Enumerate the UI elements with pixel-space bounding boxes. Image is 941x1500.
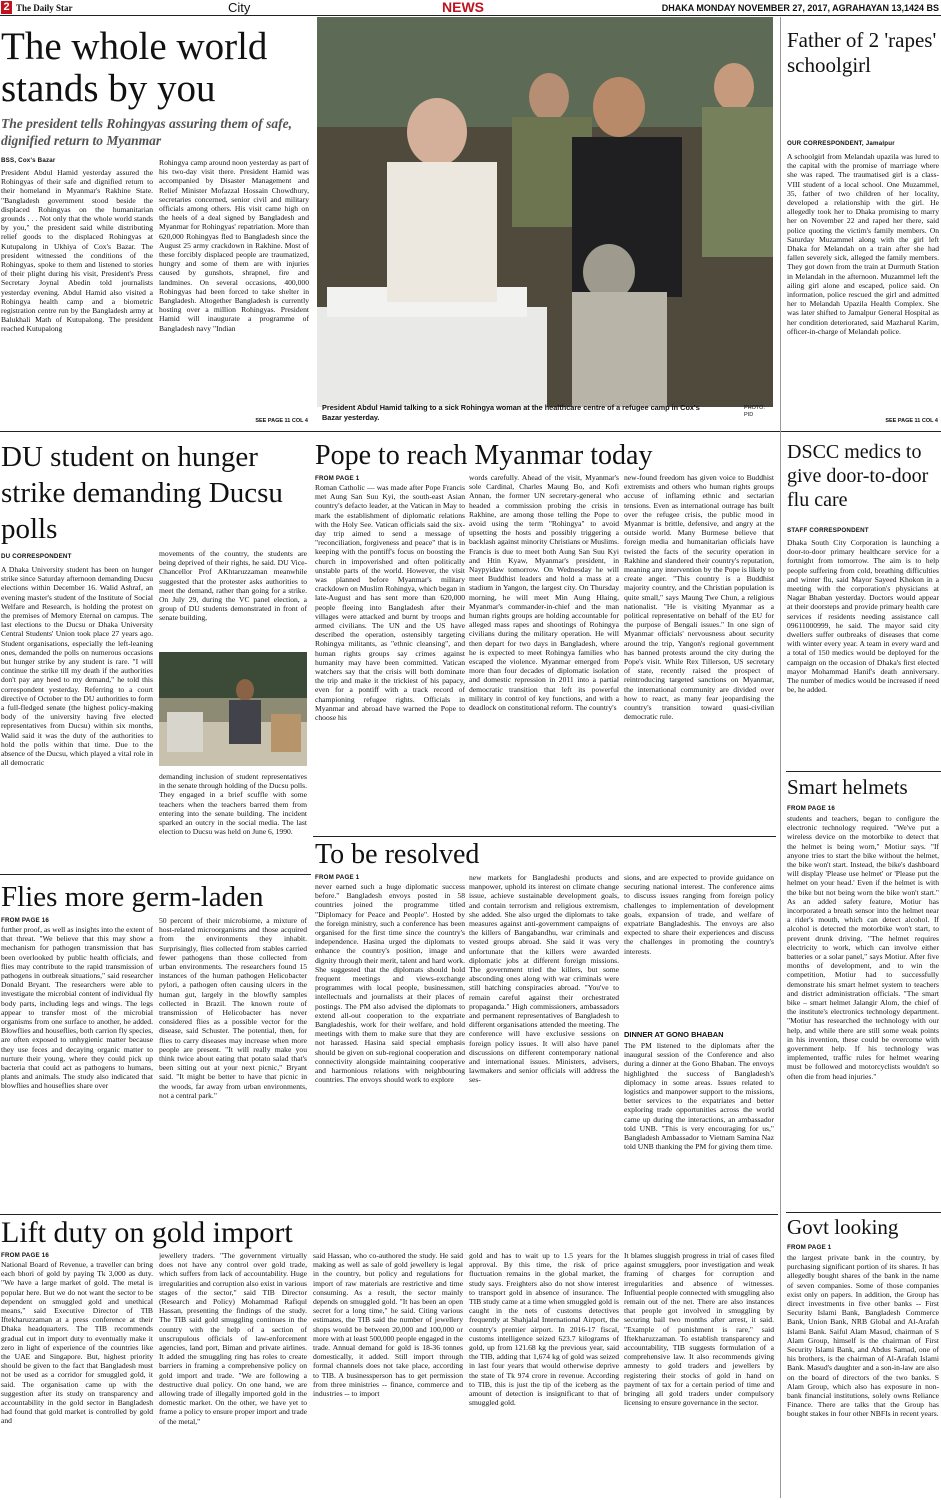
a1-col2: Rohingya camp around noon yesterday as part of his two-day visit there. President Hamid was accompanied by Disaster Management and Relief Minister Mofazzal Hossain Chowdhury, secretaries concerned, senior civil and military officials among others. His visit came high on the heels of a deal signed by Bangladesh and Myanmar for Rohingyas' repatriation. More than 620,000 Rohingyas fled to Bangladesh since the August 25 army crackdown in Rakhine. Most of these forcibly displaced people are traumatized, hungry and some of them are with injuries caused by gunshots, shrapnel, fire and landmines. On several occasions, 400,000 Rohingyas had been forced to take shelter in Bangladesh. Altogether Bangladesh is currently hosting over a million Rohingyas. President Hamid will inaugurate a programme of Bangladesh navy "Indian — [159, 158, 309, 333]
a4-col2: words carefully. Ahead of the visit, Myanmar's sole Cardinal, Charles Maung Bo, and Kofi Annan, the former UN secretary-general who headed a commission probing the crisis in Rakhine, are among those telling the Pope to avoid using the term "Rohingya" to avoid upsetting the hosts and possibly triggering a backlash against minority Christians or Muslims. Francis is due to meet both Aung San Suu Kyi and Htin Kyaw, Myanmar's president, in Naypyidaw tomorrow. On Wednesday he will meet Buddhist leaders and hold a mass at a stadium in Yangon, the largest city. On Thursday morning, he will meet Min Aung Hlaing, Myanmar's commander-in-chief and the man human rights groups are holding accountable for alleged mass rapes and shootings of Rohingya civilians during the military operation. He will then depart for two days in Bangladesh, where he is expected to meet Rohingya families who escaped the violence. Myanmar emerged from more than four decades of diplomatic isolation and domestic repression in 2011 into a partial democratic transition that left its powerful military in control of key functions, and with a deadlock on constitutional reform. The country's — [469, 473, 619, 713]
a2-body: A schoolgirl from Melandah upazila was lured to the capital with the promise of marriage where she was raped. The traumatised girl is a class-VIII student of a local school. One Muzammel, 35, father of two children of her locality, developed a relationship with the girl. He allegedly took her to Dhaka promising to marry her on November 22 and raped her there, said police quoting the victim's family members. On Saturday Muzammel along with the girl left Dhaka for Melandah on a train after she had fallen severely sick, alleged the family members. They got down from the train at Durmuth Station in Melandah in the afternoon. Muzammel left the ailing girl alone and escaped, police said. On information, police rescued the girl and admitted her to Melandah Upazila Health Complex. She was later shifted to Jamalpur General Hospital as her condition deteriorated, said Mazharul Karim, officer-in-charge of Melandah police. — [787, 152, 939, 336]
a8-col2: 50 percent of their microbiome, a mixture of host-related microorganisms and those acquired from the environments they inhabit. Surprisingly, flies collected from stables carried fewer pathogens than those collected from urban environments. The researchers found 15 instances of the human pathogen Helicobacter pylori, a pathogen often causing ulcers in the human gut, largely in the blowfly samples collected in Brazil. The known route of transmission of Helicobacter has never considered flies as a possible vector for the disease, said Schuster. The potential, then, for flies to carry diseases may increase when more people are present. "It will really make you think twice about eating that potato salad that's been sitting out at your next picnic," Bryant said. "It might be better to have that picnic in the woods, far away from urban environments, not a central park." — [159, 916, 307, 1100]
photo-credit: PHOTO: PID — [744, 405, 765, 418]
a2-byline: OUR CORRESPONDENT, Jamalpur — [787, 140, 895, 147]
news-label: NEWS — [442, 0, 484, 15]
a10-body: the largest private bank in the country, by purchasing significant portion of its shares. It has allegedly bought shares of the bank in the name of seven companies. Some of those companies exist only on papers. In addition, the Group has direct investments in five other banks -- First Security Islami Bank, Bangladesh Commerce Bank, Union Bank, NRB Global and Al-Arafah Islami Bank. Saiful Alam Masud, chairman of S Alam Group, himself is the chairman of First Security Islami Bank, and Abdus Samad, one of his brothers, is the chairman of Al-Arafah Islami Bank. Masud's daughter and a son-in-law are also on the board of directors of the two banks. S Alam Group, which also has exposure in non-bank financial institutions, solely owns Reliance Finance. There are talks that the Group has bought stakes in four other NBFIs in recent years. — [787, 1253, 939, 1419]
a7-subhead: DINNER AT GONO BHABAN — [624, 1030, 724, 1039]
a9-col2: jewellery traders. "The government virtually does not have any control over gold trade, which suffers from lack of accountability. Huge irregularities and corruption also exist in various stages of the sector," said TIB Director (Research and Policy) Mohammad Rafiqul Hassan, presenting the findings of the study. The TIB said gold smuggling continues in the country with the help of a section of unscrupulous officials of law-enforcement agencies, land port, Biman and private airlines. It added the smuggling ring has roles to create barriers in framing a comprehensive policy on gold import and trade. "We are following a destructive dual policy. On one hand, we are allowing trade of illegally imported gold in the domestic market. On the other, we have yet to frame a policy to ensure proper import and trade of the metal," — [159, 1251, 307, 1426]
divider — [0, 431, 941, 432]
a7-col3a: sions, and are expected to provide guidance on securing national interest. The conference aims to discuss issues ranging from foreign policy challenges to implementation of development goals, expansion of trade, and welfare of expatriate Bangladeshis. The envoys are also expected to share their experiences and discuss the challenges in promoting the country's interests. — [624, 873, 774, 956]
page-number: 2 — [1, 1, 12, 14]
a5-body: Dhaka South City Corporation is launching a door-to-door primary healthcare service for a fortnight from tomorrow. The aim is to help people suffering from cold, breathing difficulties and winter flu, said Mayor Sayeed Khokon in a meeting with the corporation's physicians at Nagar Bhaban yesterday. Doctors would appear at their doorsteps and provide primary health care services if residents needing assistance call 09611000999, he said. The mayor said city dwellers suffer outbreaks of diseases that come with winter every year. A team in every ward and a total of 150 medics would be deployed for the campaign on the occasion of Dhaka's first elected mayor Mohammad Hanif's death anniversary. The number of medics would be increased if need be, he added. — [787, 538, 939, 695]
edition-date: DHAKA MONDAY NOVEMBER 27, 2017, AGRAHAYAN 13,1424 BS — [661, 3, 939, 13]
a4-col3: new-found freedom has given voice to Buddhist extremists and others who human rights groups accuse of inflaming ethnic and sectarian tensions. Even as international outrage has built over the refugee crisis, the public mood in Myanmar is brittle, defensive, and angry at the outside world. Many Burmese believe that foreign media and humanitarian officials have twisted the facts of the security operation in Rakhine and slandered their country's reputation, meaning any intervention by the Pope is likely to create anger. "This country is a Buddhist majority country, and the Christian population is quite small," says Maung Twe Chun, a religious nationalist. "He is visiting Myanmar as a political representative on behalf of the EU for the purpose of Bengali issues." In one sign of Myanmar officials' nervousness about security around the trip, Yangon's regional government has banned protests around the city during the Pope's visit. While Rex Tillerson, US secretary of state, recently raised the prospect of reintroducing targeted sanctions on Myanmar, the international community are divided over how to react, as many fear jeopardising the country's transition toward quasi-civilian democratic rule. — [624, 473, 774, 722]
a3-headline: DU student on hunger strike demanding Ducsu polls — [1, 441, 283, 545]
a6-headline: Smart helmets — [787, 775, 908, 799]
photo-image — [317, 17, 773, 427]
a2-headline: Father of 2 'rapes' schoolgirl — [787, 28, 937, 77]
a1-headline: The whole world stands by you — [1, 26, 268, 110]
a9-col1: National Board of Revenue, a traveller can bring each bhori of gold by paying Tk 3,000 as duty. "We have a large market of gold. The metal is popular here. But we do not want the sector to be dependent on smuggled gold and unethical means," said Executive Director of TIB Iftekharuzzaman at a press conference at their Dhaka headquarters. The TIB recommends gradual cut in import duty to eventually make it zero in light of experience of the countries like the UAE and Singapore. But, highest priority should be given to the fact that Bangladesh must not be used as a corridor for smuggled gold, it said. The organisation came up with the suggestion after its study on transparency and accountability in the gold sector in Bangladesh had found that gold market is controlled by gold and — [1, 1260, 153, 1426]
a7-col2: new markets for Bangladeshi products and manpower, uphold its interest on climate change issue, achieve sustainable development goals, and contain terrorism and religious extremism, she added. She also urged the diplomats to take measures against anti-government campaigns of the killers of Bangabandhu, war criminals and vested groups abroad. She said it was very unfortunate that the killers were awarded diplomatic jobs at different foreign missions. The government tried the killers, but some absconding ones along with war criminals were still hatching conspiracies abroad. "You've to remain careful against their orchestrated propaganda." High commissioners, ambassadors and permanent representatives of Bangladesh to different organisations attended the meeting. The conference will have exclusive sessions on foreign policy issues. It will also have panel discussions on different contemporary national and international issues. Ministers, advisers, lawmakers and senior officials will address the ses- — [469, 873, 619, 1085]
a9-from: FROM PAGE 16 — [1, 1252, 50, 1259]
a6-from: FROM PAGE 16 — [787, 805, 836, 812]
a10-headline: Govt looking — [787, 1215, 899, 1239]
column-rule — [780, 17, 781, 1498]
divider — [313, 836, 776, 837]
a7-headline: To be resolved — [315, 839, 480, 870]
paper-name: The Daily Star — [16, 3, 73, 13]
a3-col1: A Dhaka University student has been on hunger strike since Saturday afternoon demanding Ducsu elections within December 16. Walid Ashraf, an evening master's student of the Institute of Social Welfare and Research, is holding the protest on the premises of Memory Eternal on campus. The last elections to the Ducsu or Dhaka University Central Students' Union took place 27 years ago. Student organisations, especially the left-leaning ones, demanded the polls on numerous occasions but hunger strike by any student is rare. "I will continue the strike till my death if the authorities don't pay any heed to my demand," he told this correspondent yesterday. Referring to a court directive of October to the DU authorities to form a full-fledged senate (the highest policy-making body of the university having five elected representatives from Ducsu) within six months, Walid said it was the duty of the authorities to hold the polls within that time. Due to the absence of the Ducsu, which played a vital role in all democratic — [1, 565, 153, 768]
a1-subhead: The president tells Rohingyas assuring them of safe, dignified return to Myanmar — [1, 116, 293, 148]
a7-from: FROM PAGE 1 — [315, 874, 360, 881]
a5-headline: DSCC medics to give door-to-door flu care — [787, 441, 929, 511]
a8-col1: further proof, as well as insights into the extent of that threat. "We believe that this may show a mechanism for pathogen transmission that has been overlooked by public health officials, and flies may contribute to the rapid transmission of pathogens in outbreak situations," said researcher Donald Bryant. The researchers were able to investigate the microbial content of individual fly body parts, including legs and wings. The legs appear to transfer most of the microbial organisms from one surface to another, he added. Blowflies and houseflies, both carrion fly species, are often exposed to unhygienic matter because they use feces and decaying organic matter to nurture their young, where they could pick up bacteria that could act as pathogens to humans, plants and animals. The study also indicated that blowflies and houseflies share over — [1, 925, 153, 1091]
divider — [0, 1214, 778, 1215]
a5-byline: STAFF CORRESPONDENT — [787, 527, 869, 534]
a6-body: students and teachers, began to configure the electronic technology required. "We've put a wireless device on the motorbike to detect that the helmet is being worn," Motiur says. "If anyone tries to start the bike without the helmet, the bike won't start. Instead, the bike's dashboard will display 'Please use helmet' or 'Please put the helmet on your head.' Even if the helmet is with the bike but not being worn the bike won't start." As an added safety feature, Motiur has incorporated a breath sensor into the helmet near a rider's mouth, which can detect alcohol. If alcohol is detected the motorbike won't start, to prevent drunk driving. "The helmet requires electricity to work, which can involve either batteries or a solar panel," says Motiur. After five months of development, and to win the competition, Motiur had to successfully demonstrate his smart helmet system to teachers and district administration officials. "The smart bike – smart helmet Jalangir Alom, the chief of the institute's electronics technology department. "Motiur has researched the technology with our help, and while there are still some weak points in his invention, these could be overcome with government help. If his technology was implemented, traffic rules for helmet wearing must be followed and motorcyclists wouldn't so often die from head injuries." — [787, 814, 939, 1081]
a3-col2a: movements of the country, the students are being deprived of their rights, he said. DU Vice-Chancellor Prof AKhtaruzzaman meanwhile suggested that the protester asks authorities to meet the demand, rather than going for a strike. On July 29, during the VC panel election, a group of DU students demonstrated in front of senate building, — [159, 549, 307, 623]
a9-col3: said Hassan, who co-authored the study. He said making as well as sale of gold jewellery is legal in the country, but policy and regulations for import of raw materials are restrictive and time consuming. As a result, the sector mainly depends on smuggled gold. "It has been an open secret for a long time," he said. Citing various estimates, the TIB said the number of jewellery shops would be between 20,000 and 100,000 or more with at least 500,000 people engaged in the trade. Annual demand for gold is 18-36 tonnes domestically, it added. Still import through formal channels does not take place, according to TIB. A businessperson has to get permission from three ministries -- finance, commerce and industries -- to import — [313, 1251, 463, 1399]
a8-headline: Flies more germ-laden — [1, 881, 264, 913]
a8-from: FROM PAGE 16 — [1, 917, 50, 924]
hunger-strike-image — [159, 652, 307, 766]
divider — [786, 771, 941, 772]
a9-col4: gold and has to wait up to 1.5 years for the approval. By this time, the risk of price fluctuation remains in the global market, the study says. Freighters also do not show interest to transport gold in absence of insurance. The TIB study came at a time when smuggled gold is caught in the nets of customs detectives frequently at Shahjalal International Airport, the country's premier airport. In 2016-17 fiscal, customs intelligence seized 623.7 kilograms of gold, up from 121.68 kg the previous year, said the TIB, adding that 1,674 kg of gold was seized in last four years that would otherwise deprive the state of Tk 974 crore in revenue. According to TIB, this is just the tip of the iceberg as the amount of detection is insignificant to that of smuggled gold. — [469, 1251, 619, 1408]
a1-see-page: SEE PAGE 11 COL 4 — [255, 418, 308, 424]
rohingya-photo — [317, 17, 773, 427]
a4-from: FROM PAGE 1 — [315, 475, 360, 482]
divider — [0, 874, 311, 875]
a10-from: FROM PAGE 1 — [787, 1244, 832, 1251]
a9-col5: It blames sluggish progress in trial of cases filed against smugglers, poor investigation and weak framing of charges for corruption and irregularities and absence of witnesses. Influential people connected with smuggling also remain out of the net. There are also instances that people got involved in smuggling by securing bail two months after arrest, it said. "Example of punishment is rare," said Iftekharuzzaman. To establish transparency and accountability, TIB suggests formulation of a comprehensive law. It also recommends giving amnesty to gold traders and jewellers by registering their stocks of gold in hand on payment of tax for a certain period of time and bringing all gold traders under compulsory licensing to ensure governance in the sector. — [624, 1251, 774, 1408]
a7-col3b: The PM listened to the diplomats after the inaugural session of the Conference and also during a dinner at the Gono Bhaban. The envoys highlighted the success of Bangladesh's diplomacy in some areas. Issues related to logistics and manpower support to the missions, better services to the expatriates and better exploring trade opportunities across the world came up during the interactions, an ambassador told UNB. "This is very encouraging for us," Bangladesh Ambassador to Vietnam Samina Naz told UNB thanking the PM for giving them time. — [624, 1041, 774, 1152]
hunger-strike-photo — [159, 652, 307, 766]
a4-headline: Pope to reach Myanmar today — [315, 440, 653, 471]
a3-byline: DU CORRESPONDENT — [1, 553, 72, 560]
a2-see-page: SEE PAGE 11 COL 4 — [885, 418, 938, 424]
section-name: City — [228, 0, 251, 15]
a1-col1: President Abdul Hamid yesterday assured the Rohingyas of their safe and dignified return to their homeland in Myanmar's Rakhine State. "Bangladesh government stood beside the displaced Rohingyas on the humanitarian grounds . . . Not only that the whole world stands by you," the president said while distributing relief goods to the displaced Rohingyas at Kutupalong in Ukhiya of Cox's Bazar. The president witnessed the conditions of the Rohingyas, spoke to them and listened to stories of their plight during his visit, President's Press Secretary Joynal Abedin told journalists yesterday evening. Abdul Hamid also visited a Rohingya health camp and a biometric registration centre run by the Bangladesh army at Balukhali Math of Kutupalong. The president reached Kutupalong — [1, 168, 153, 334]
a3-col2b: demanding inclusion of student representatives in the senate through holding of the Ducsu polls. They engaged in a brief scuffle with some teachers when the teachers barred them from entering into the senate building. The incident sparked an outcry in the social media. The last election to Ducsu was held on June 6, 1990. — [159, 772, 307, 837]
photo-caption: President Abdul Hamid talking to a sick Rohingya woman at the healthcare centre of a refugee camp in Cox's Bazar yesterday. — [322, 403, 700, 422]
a1-byline: BSS, Cox's Bazar — [1, 157, 56, 164]
a7-col1: never earned such a huge diplomatic success before." Bangladesh envoys posted in 58 countries joined the programme titled "Diplomacy for Peace and People". Hosted by the foreign ministry, such a conference has been organised for the first time since the country's independence. Hasina urged the diplomats to enhance the country's position, image and dignity through their merit, talent and hard work. She suggested that the diplomats should hold frequent meetings and views-exchange programmes with local people, businessmen, intellectuals and journalists at their places of postings. The PM also advised the diplomats to extend all-out cooperation to the expatriate Bangladeshis, work for their welfare, and hold meetings with them to make sure that they are not harassed. Hasina said special emphasis should be given on sub-regional cooperation and connectivity alongside maintaining cooperative and harmonious relations with neighbouring countries. The envoys should work to explore — [315, 882, 465, 1085]
divider — [786, 1212, 941, 1213]
a4-col1: Roman Catholic — was made after Pope Francis met Aung San Suu Kyi, the south-east Asian country's defacto leader, at the Vatican in May to mark the establishment of diplomatic relations with the Holy See. Vatican officials said the six-day trip aimed to send a message of "reconciliation, forgiveness and peace" that is in keeping with the pontiff's focus on boosting the church in impoverished and often politically unstable parts of the world. However, the visit was planned before Myanmar's military crackdown on Muslim Rohingya, which began in late-August and has sent more than 620,000 people fleeing into Bangladesh after their villages were attacked and burnt by troops and armed civilians. The UN and the US have described the operation, ostensibly targeting Rohingya militants, as "ethnic cleansing", and human rights groups say crimes against humanity may have been committed. Vatican watchers say that the crisis will both dominate the trip and make it the trickiest of his papacy, even for a pontiff with a track record of championing refugee rights. Officials in Myanmar and abroad have warned the Pope to choose his — [315, 483, 465, 723]
a9-headline: Lift duty on gold import — [1, 1216, 293, 1249]
masthead — [0, 0, 941, 16]
